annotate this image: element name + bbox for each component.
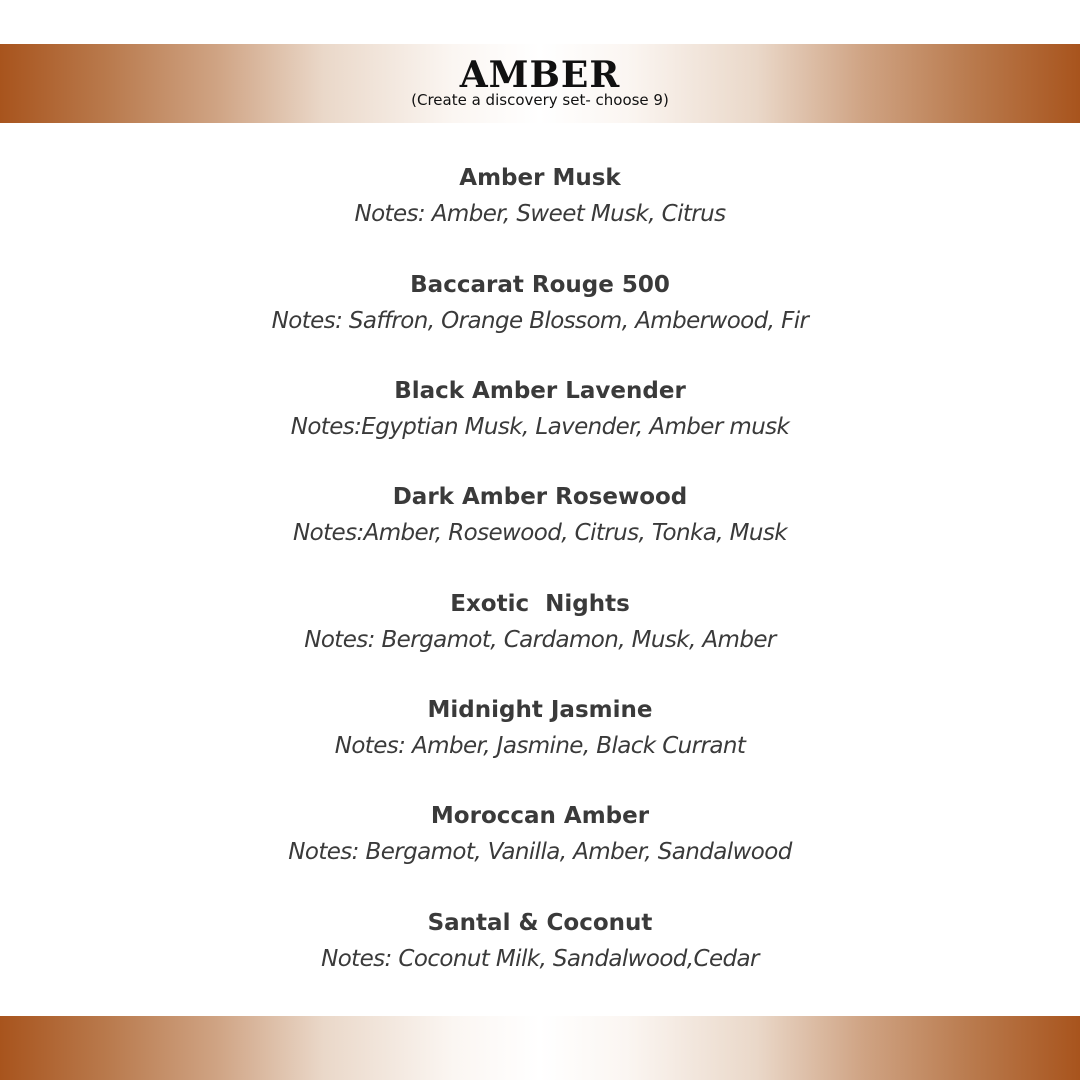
- scent-name: Baccarat Rouge 500: [410, 272, 670, 298]
- scent-item-santal-coconut: [0, 905, 1080, 977]
- scent-notes: Notes:Amber, Rosewood, Citrus, Tonka, Musk: [293, 520, 787, 546]
- scent-notes: Notes: Saffron, Orange Blossom, Amberwood, Fir: [271, 308, 809, 334]
- page-subtitle: (Create a discovery set- choose 9): [411, 91, 669, 109]
- scent-name: Santal & Coconut: [427, 910, 653, 936]
- scent-item-baccarat-rouge-500: [0, 267, 1080, 339]
- scent-name: Black Amber Lavender: [394, 378, 686, 404]
- scent-item-dark-amber-rosewood: [0, 479, 1080, 551]
- scent-name: Dark Amber Rosewood: [392, 484, 688, 510]
- page-title: AMBER: [459, 54, 621, 96]
- scent-item-midnight-jasmine: [0, 692, 1080, 764]
- scent-item-black-amber-lavender: [0, 373, 1080, 445]
- scent-notes: Notes: Bergamot, Vanilla, Amber, Sandalwood: [288, 839, 792, 865]
- bottom-gradient-band: [0, 1016, 1080, 1080]
- scent-notes: Notes: Amber, Sweet Musk, Citrus: [354, 201, 726, 227]
- scent-notes: Notes: Amber, Jasmine, Black Currant: [334, 733, 746, 759]
- scent-item-moroccan-amber: [0, 798, 1080, 870]
- scent-name: Amber Musk: [459, 165, 621, 191]
- scent-item-exotic-nights: [0, 586, 1080, 658]
- scent-notes: Notes: Coconut Milk, Sandalwood,Cedar: [321, 946, 759, 972]
- scent-name: Exotic Nights: [450, 591, 630, 617]
- scent-notes: Notes:Egyptian Musk, Lavender, Amber musk: [290, 414, 790, 440]
- scent-name: Midnight Jasmine: [427, 697, 653, 723]
- scent-name: Moroccan Amber: [430, 803, 650, 829]
- scent-notes: Notes: Bergamot, Cardamon, Musk, Amber: [304, 627, 776, 653]
- scent-item-amber-musk: [0, 160, 1080, 232]
